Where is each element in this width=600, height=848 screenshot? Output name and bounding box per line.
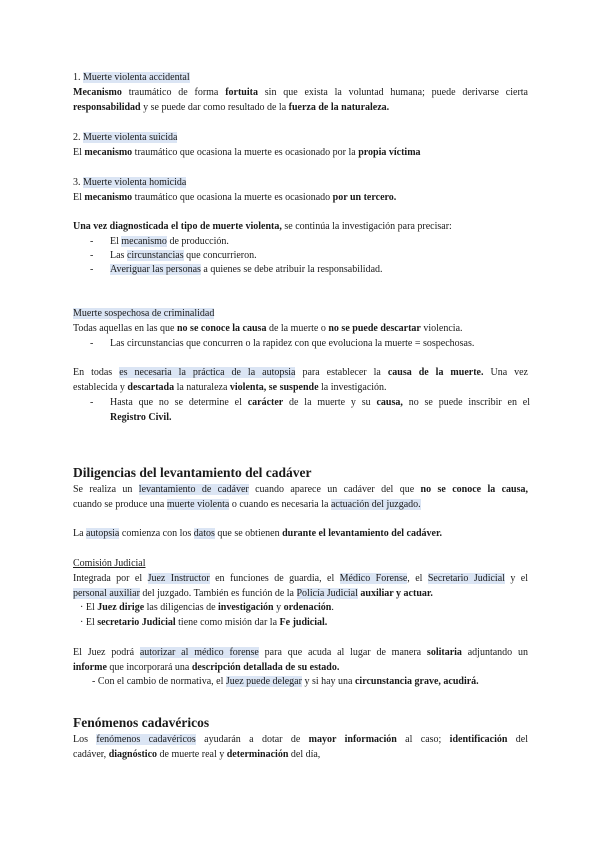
text-run: que se obtienen — [214, 528, 283, 539]
text-run: y se puede dar como resultado de la — [140, 102, 289, 113]
text-run: del juzgado. También es función de la — [139, 588, 297, 599]
heading-sospechosa — [73, 306, 528, 321]
paragraph-suicida — [73, 145, 528, 160]
bold-term: circunstancia grave, acudirá. — [354, 676, 479, 687]
bold-term: mecanismo — [84, 147, 133, 158]
text-run: para establecer la — [295, 367, 388, 378]
paragraph-fenomenos-line1 — [73, 732, 528, 747]
bold-term: no se conoce la causa — [177, 323, 267, 334]
text-run: Una vez — [483, 367, 528, 378]
bullet-juez-dirige — [80, 600, 535, 615]
heading-text: Muerte violenta suicida — [83, 132, 178, 143]
text-run: Todas aquellas en las que — [73, 323, 177, 334]
dash-bullet: - — [90, 397, 94, 408]
paragraph-comision-line1 — [73, 571, 528, 586]
text-run: cuando se produce una — [73, 499, 167, 510]
list-item-line2 — [110, 410, 530, 425]
bold-term: mecanismo — [84, 192, 133, 203]
bold-term: carácter — [247, 397, 284, 408]
bold-term: causa, — [376, 397, 403, 408]
highlight: levantamiento de cadáver — [138, 484, 249, 495]
bold-term: determinación — [226, 749, 289, 760]
bold-term: responsabilidad — [73, 102, 141, 113]
section-title-fenomenos: Fenómenos cadavéricos — [73, 715, 210, 730]
highlight: mecanismo — [121, 236, 167, 247]
text-run: de producción. — [166, 236, 229, 247]
paragraph-levantamiento-line2 — [73, 497, 528, 512]
text-run: a quienes se debe atribuir la responsabilidad. — [200, 264, 383, 275]
text-run: traumático que ocasiona la muerte es ocasionado — [132, 192, 333, 203]
highlight: muerte violenta — [166, 499, 230, 510]
highlight: Secretario Judicial — [427, 573, 505, 584]
highlight: autorizar al médico forense — [139, 647, 259, 658]
highlight: datos — [193, 528, 215, 539]
text-run: violencia. — [420, 323, 463, 334]
paragraph-comision-line2 — [73, 586, 528, 601]
highlight: fenómenos cadavéricos — [96, 734, 196, 745]
dash-bullet: - — [90, 236, 94, 247]
text-run: · El — [80, 617, 98, 628]
paragraph-juez-line1 — [73, 645, 528, 660]
heading-number: 3. — [73, 177, 83, 188]
text-run: El Juez podrá — [73, 647, 140, 658]
bold-term: informe — [73, 662, 107, 673]
paragraph-autopsia-line2 — [73, 380, 528, 395]
bold-term: fortuita — [225, 87, 258, 98]
bold-term: causa de la muerte. — [387, 367, 484, 378]
paragraph-accidental-line2 — [73, 100, 528, 115]
highlight: Averiguar las personas — [110, 264, 201, 275]
text-run: - Con el cambio de normativa, el — [92, 676, 226, 687]
text-run: y si hay una — [301, 676, 355, 687]
highlight: Médico Forense — [339, 573, 408, 584]
text-run: traumático que ocasiona la muerte es ocasionado por la — [132, 147, 359, 158]
bold-term: identificación — [449, 734, 508, 745]
bold-term: durante el levantamiento del cadáver. — [282, 528, 443, 539]
bold-term: solitaria — [426, 647, 462, 658]
heading-text: Muerte violenta homicida — [83, 177, 187, 188]
highlight: personal auxiliar — [73, 588, 140, 599]
highlight: autopsia — [86, 528, 120, 539]
text-run: En todas — [73, 367, 120, 378]
paragraph-levantamiento-line1 — [73, 482, 528, 497]
text-run: para que acuda al lugar de manera — [258, 647, 427, 658]
text-run: del día, — [288, 749, 321, 760]
text-run: Se realiza un — [73, 484, 139, 495]
text-run: El — [73, 192, 85, 203]
text-run: ayudarán a dotar de — [195, 734, 309, 745]
paragraph-juez-line2 — [73, 660, 528, 675]
text-run: de la muerte y su — [283, 397, 377, 408]
highlight: Policía Judicial — [296, 588, 358, 599]
paragraph-fenomenos-line2 — [73, 747, 528, 762]
bold-term: violenta, se suspende — [229, 382, 319, 393]
text-run: La — [73, 528, 87, 539]
heading-text: Muerte violenta accidental — [83, 72, 190, 83]
bullet-secretario — [80, 615, 535, 630]
bold-term: mayor información — [308, 734, 397, 745]
text-run: traumático de forma — [121, 87, 226, 98]
bold-term: descartada — [127, 382, 175, 393]
paragraph-homicida — [73, 190, 528, 205]
bold-term: descripción detallada de su estado. — [191, 662, 340, 673]
bold-term: secretario Judicial — [97, 617, 176, 628]
paragraph-sospechosa — [73, 321, 528, 336]
bold-term: ordenación — [283, 602, 332, 613]
bold-term: no se conoce la causa, — [420, 484, 529, 495]
list-item-normativa — [92, 674, 532, 689]
bold-term: diagnóstico — [108, 749, 158, 760]
heading-text: Muerte sospechosa de criminalidad — [73, 308, 215, 319]
heading-comision-judicial: Comisión Judicial — [73, 558, 146, 569]
text-run: en funciones de guardia, el — [209, 573, 340, 584]
list-item-text: Las circunstancias que concurren o la rapidez con que evoluciona la muerte = sospechosas. — [110, 338, 475, 349]
text-run: la naturaleza — [174, 382, 230, 393]
text-run: tiene como misión dar la — [175, 617, 280, 628]
paragraph-diagnosticada — [73, 219, 528, 234]
text-run: , el — [407, 573, 428, 584]
bold-term: Mecanismo — [73, 87, 122, 98]
text-run: comienza con los — [119, 528, 194, 539]
text-run: y el — [504, 573, 528, 584]
text-run: sin que exista la voluntad humana; puede derivarse cierta — [257, 87, 528, 98]
text-run: las diligencias de — [144, 602, 219, 613]
text-run: . — [331, 602, 334, 613]
text-run: no se puede inscribir en el — [402, 397, 531, 408]
paragraph-autopsia-line1 — [73, 365, 528, 380]
text-run: y — [273, 602, 284, 613]
paragraph-accidental-line1 — [73, 85, 528, 100]
dash-bullet: - — [90, 338, 94, 349]
bold-term: propia víctima — [358, 147, 421, 158]
text-run: cuando aparece un cadáver del que — [248, 484, 421, 495]
bold-term: Fe judicial. — [279, 617, 328, 628]
bold-term: auxiliar y actuar. — [357, 588, 433, 599]
text-run: la investigación. — [318, 382, 387, 393]
heading-number: 1. — [73, 72, 83, 83]
heading-accidental — [73, 70, 528, 85]
text-run: que incorporará una — [106, 662, 192, 673]
dash-bullet: - — [90, 264, 94, 275]
bold-term: fuerza de la naturaleza. — [288, 102, 390, 113]
text-run: adjuntando un — [461, 647, 528, 658]
heading-number: 2. — [73, 132, 83, 143]
text-run: se continúa la investigación para precisar: — [281, 221, 452, 232]
dash-bullet: - — [90, 250, 94, 261]
highlight: actuación del juzgado. — [330, 499, 421, 510]
text-run: Hasta que no se determine el — [110, 397, 248, 408]
text-run: al caso; — [396, 734, 450, 745]
list-item — [90, 395, 530, 425]
highlight: Juez puede delegar — [225, 676, 302, 687]
bold-term: Una vez diagnosticada el tipo de muerte violenta, — [73, 221, 282, 232]
bold-term: por un tercero. — [332, 192, 397, 203]
text-run: El — [73, 147, 85, 158]
text-run: Los — [73, 734, 97, 745]
highlight: circunstancias — [126, 250, 184, 261]
paragraph-autopsia-datos — [73, 526, 528, 541]
bold-term: Registro Civil. — [110, 412, 172, 423]
bold-term: Juez dirige — [97, 602, 145, 613]
text-run: del — [507, 734, 529, 745]
text-run: · El — [80, 602, 98, 613]
text-run: El — [110, 236, 122, 247]
text-run: que concurrieron. — [183, 250, 257, 261]
text-run: de muerte real y — [157, 749, 227, 760]
heading-suicida — [73, 130, 528, 145]
text-run: Las — [110, 250, 127, 261]
section-title-levantamiento: Diligencias del levantamiento del cadáver — [73, 465, 312, 480]
text-run: cadáver, — [73, 749, 109, 760]
bold-term: no se puede descartar — [328, 323, 421, 334]
text-run: establecida y — [73, 382, 128, 393]
text-run: de la muerte o — [266, 323, 329, 334]
text-run: Integrada por el — [73, 573, 148, 584]
bold-term: investigación — [218, 602, 274, 613]
list-item-line1 — [110, 395, 530, 410]
heading-homicida — [73, 175, 528, 190]
highlight: Juez Instructor — [147, 573, 210, 584]
highlight: es necesaria la práctica de la autopsia — [119, 367, 296, 378]
text-run: o cuando es necesaria la — [229, 499, 331, 510]
